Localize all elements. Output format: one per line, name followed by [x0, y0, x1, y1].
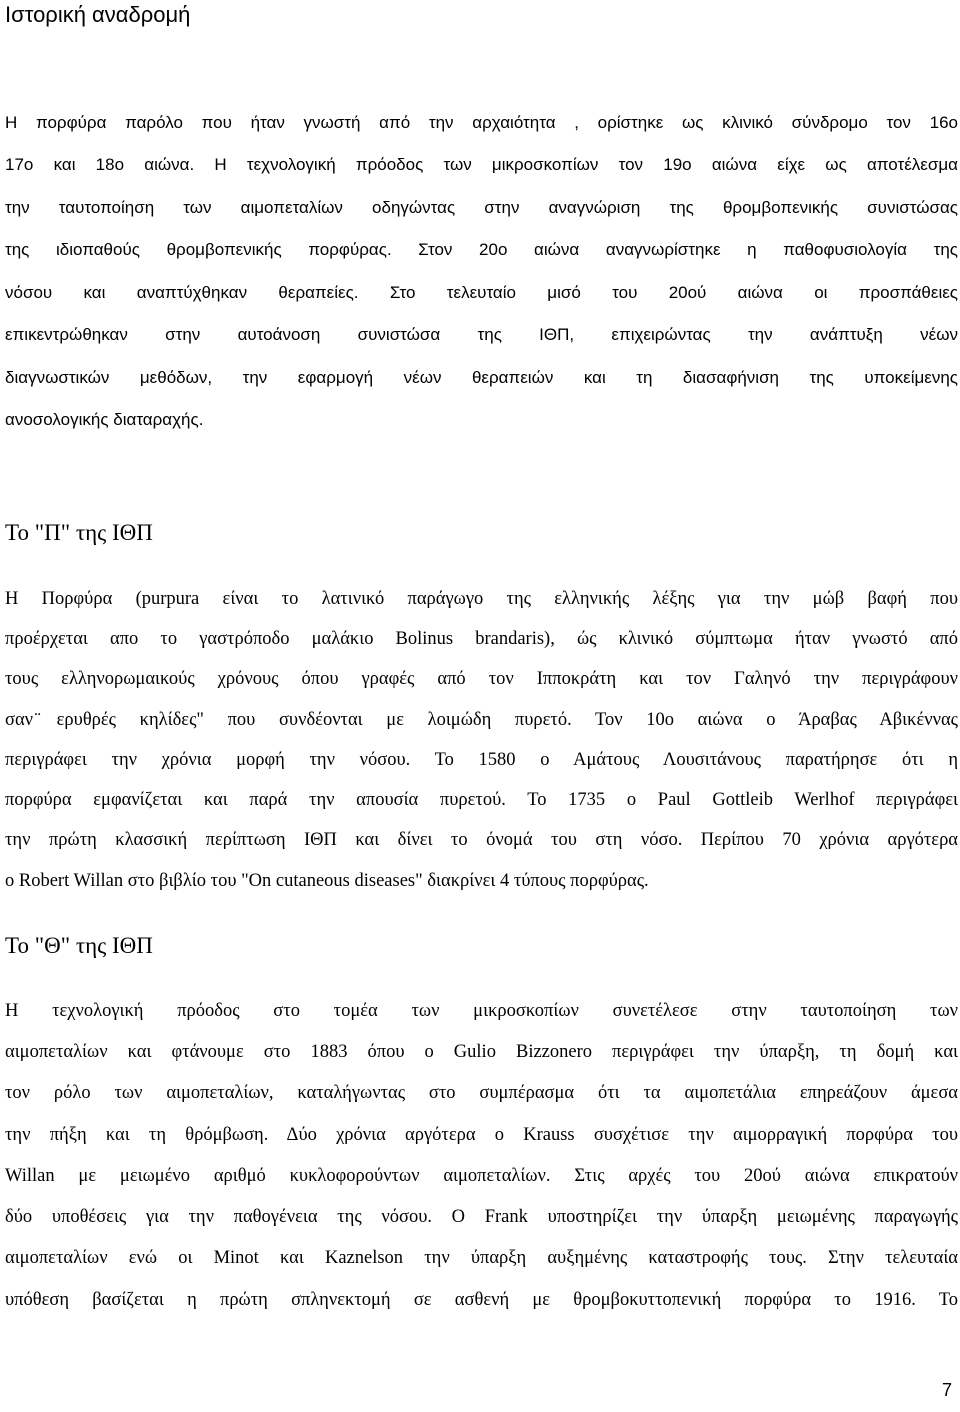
text-line: την ταυτοποίηση των αιμοπεταλίων οδηγώντας στην αναγνώριση της θρομβοπενικής συνιστώσας	[5, 198, 958, 217]
text-line: την πήξη και τη θρόμβωση. Δύο χρόνια αργότερα ο Krauss συσχέτισε την αιμορραγική πορφύρα του	[5, 1125, 958, 1145]
section-title-p: Το "Π" της ΙΘΠ	[5, 520, 153, 545]
page-number: 7	[941, 1380, 952, 1400]
text-line: την πρώτη κλασσική περίπτωση ΙΘΠ και δίνει το όνομά του στη νόσο. Περίπου 70 χρόνια αργότερα	[5, 830, 958, 850]
text-line: σαν ̈ερυθρές κηλίδες" που συνδέονται με λοιμώδη πυρετό. Τον 10ο αιώνα ο Άραβας Αβικέννας	[5, 710, 958, 730]
text-line: τους ελληνορωμαικούς χρόνους όπου γραφές από τον Ιπποκράτη και τον Γαληνό την περιγράφουν	[5, 669, 958, 689]
text-line: αιμοπεταλίων ενώ οι Minot και Kaznelson την ύπαρξη αυξημένης καταστροφής τους. Στην τελευταία	[5, 1248, 958, 1268]
text-line: δύο υποθέσεις για την παθογένεια της νόσου. Ο Frank υποστηρίζει την ύπαρξη μειωμένης παραγωγής	[5, 1207, 958, 1227]
text-line: αιμοπεταλίων και φτάνουμε στο 1883 όπου ο Gulio Bizzonero περιγράφει την ύπαρξη, τη δομή και	[5, 1042, 958, 1062]
text-line: επικεντρώθηκαν στην αυτοάνοση συνιστώσα της ΙΘΠ, επιχειρώντας την ανάπτυξη νέων	[5, 325, 958, 344]
text-line: διαγνωστικών μεθόδων, την εφαρμογή νέων θεραπειών και τη διασαφήνιση της υποκείμενης	[5, 368, 958, 387]
text-line: της ιδιοπαθούς θρομβοπενικής πορφύρας. Στον 20ο αιώνα αναγνωρίστηκε η παθοφυσιολογία της	[5, 240, 958, 259]
text-line: ανοσολογικής διαταραχής.	[5, 410, 204, 429]
text-line: τον ρόλο των αιμοπεταλίων, καταλήγωντας στο συμπέρασμα ότι τα αιμοπετάλια επηρεάζουν άμεσα	[5, 1083, 958, 1103]
text-line: προέρχεται απο το γαστρόποδο μαλάκιο Bolinus brandaris), ώς κλινικό σύμπτωμα ήταν γνωστό από	[5, 629, 958, 649]
text-line: Willan με μειωμένο αριθμό κυκλοφορούντων αιμοπεταλίων. Στις αρχές του 20ού αιώνα επικρατούν	[5, 1166, 958, 1186]
section-title-th: Το "Θ" της ΙΘΠ	[5, 933, 153, 958]
text-line: Η Πορφύρα (purpura είναι το λατινικό παράγωγο της ελληνικής λέξης για την μώβ βαφή που	[5, 589, 958, 609]
text-line: Η πορφύρα παρόλο που ήταν γνωστή από την αρχαιότητα , ορίστηκε ως κλινικό σύνδρομο τον 16ο	[5, 113, 958, 132]
text-line: πορφύρα εμφανίζεται και παρά την απουσία πυρετού. Το 1735 ο Paul Gottleib Werlhof περιγράφει	[5, 790, 958, 810]
text-line: νόσου και αναπτύχθηκαν θεραπείες. Στο τελευταίο μισό του 20ού αιώνα οι προσπάθειες	[5, 283, 958, 302]
text-line: 17ο και 18ο αιώνα. Η τεχνολογική πρόοδος των μικροσκοπίων τον 19ο αιώνα είχε ως αποτέλεσμα	[5, 155, 958, 174]
section-title-history: Ιστορική αναδρομή	[5, 2, 191, 27]
text-line: Η τεχνολογική πρόοδος στο τομέα των μικροσκοπίων συνετέλεσε στην ταυτοποίηση των	[5, 1001, 958, 1021]
text-line: περιγράφει την χρόνια μορφή την νόσου. Το 1580 ο Αμάτους Λουσιτάνους παρατήρησε ότι η	[5, 750, 958, 770]
text-line: ο Robert Willan στο βιβλίο του "On cutaneous diseases" διακρίνει 4 τύπους πορφύρας.	[5, 871, 649, 891]
text-line: υπόθεση βασίζεται η πρώτη σπληνεκτομή σε ασθενή με θρομβοκυττοπενική πορφύρα το 1916. Το	[5, 1290, 958, 1310]
